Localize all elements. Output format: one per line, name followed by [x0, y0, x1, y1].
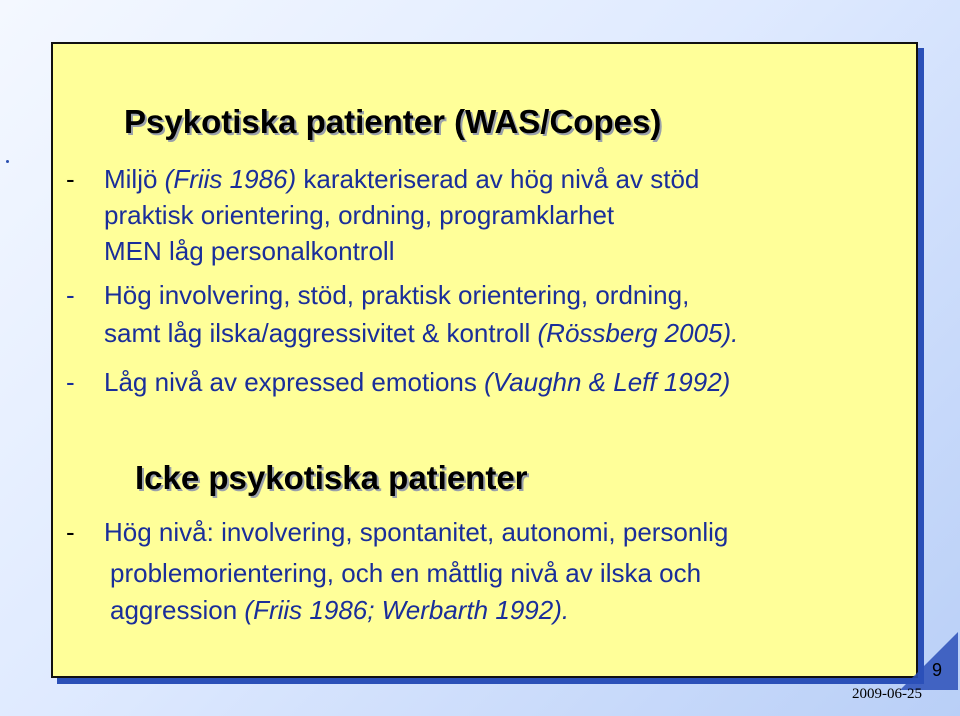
bullet1-text-c: karakteriserad av hög nivå av stöd [296, 164, 700, 194]
bullet2-citation: (Rössberg 2005). [537, 318, 739, 348]
bullet1-text-a: Miljö [104, 164, 165, 194]
bullet-dash-2: - [66, 280, 75, 310]
bullet-dash-4: - [66, 517, 75, 547]
bullet1-line3: MEN låg personalkontroll [104, 236, 395, 266]
bullet3-citation: (Vaughn & Leff 1992) [484, 367, 731, 397]
bullet4-line2: problemorientering, och en måttlig nivå av ilska och [110, 558, 702, 588]
bullet2-line1: Hög involvering, stöd, praktisk orientering, ordning, [104, 280, 690, 310]
bullet4-citation: (Friis 1986; Werbarth 1992). [244, 595, 570, 625]
bullet1-line2: praktisk orientering, ordning, programklarhet [104, 200, 615, 230]
bullet3-text-a: Låg nivå av expressed emotions [104, 367, 485, 397]
bullet-dash-3: - [66, 367, 75, 397]
page-number: 9 [932, 660, 943, 680]
bullet1-line1 [104, 163, 699, 195]
slide-date: 2009-06-25 [852, 686, 922, 702]
bullet4-line3 [110, 594, 569, 626]
bullet2-line2 [104, 317, 738, 349]
bullet3-line1 [104, 366, 730, 398]
decorative-dot [6, 160, 9, 163]
bullet2-text-a: samt låg ilska/aggressivitet & kontroll [104, 318, 538, 348]
bullet1-citation: (Friis 1986) [164, 164, 297, 194]
bullet-dash-1: - [66, 164, 75, 194]
corner-fold-decoration [900, 632, 958, 690]
main-title: Psykotiska patienter (WAS/Copes) [124, 103, 662, 140]
second-title: Icke psykotiska patienter [135, 459, 528, 496]
bullet4-line1: Hög nivå: involvering, spontanitet, autonomi, personlig [104, 517, 729, 547]
bullet4-text-a: aggression [110, 595, 245, 625]
